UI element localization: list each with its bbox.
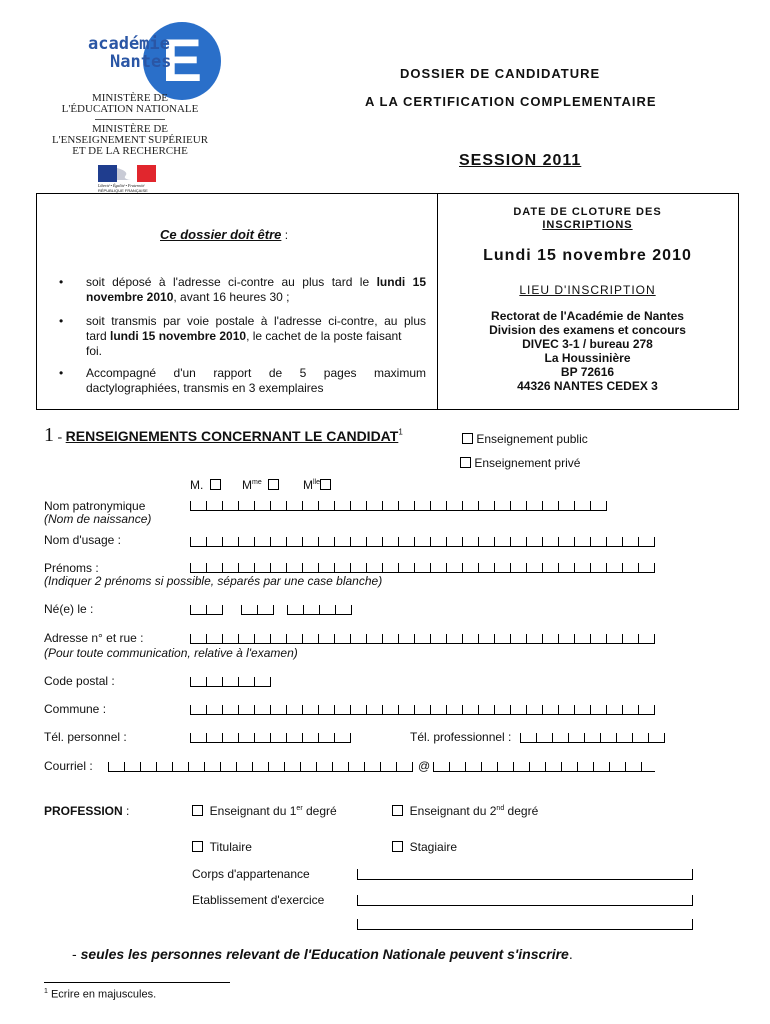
label-corps: Corps d'appartenance [192,867,310,881]
input-tel-perso[interactable] [190,733,351,743]
logo-letter: E [161,27,203,94]
checkbox[interactable] [192,841,203,852]
label-etablissement: Etablissement d'exercice [192,893,325,907]
label-commune: Commune : [44,702,107,716]
input-birth-day[interactable] [190,605,223,615]
label-adresse: Adresse n° et rue : [44,631,144,645]
label-nom: Nom patronymique [44,499,146,513]
section-1-heading: 1 - RENSEIGNEMENTS CONCERNANT LE CANDIDAT$^1$ [44,424,403,446]
dossier-instructions-title: Ce dossier doit être : [160,227,289,242]
label-courriel: Courriel : [44,759,93,773]
session-title: SESSION 2011 [459,152,582,169]
label-usage: Nom d'usage : [44,533,121,547]
hint-prenoms: (Indiquer 2 prénoms si possible, séparés par une case blanche) [44,574,383,588]
checkbox[interactable] [462,433,473,444]
civility-mme[interactable]: $M^{me}$ [242,478,279,492]
input-courriel-domain[interactable] [433,762,655,772]
republic-motto: Liberté • Égalité • Fraternité [98,183,145,188]
civility-m[interactable]: M. [190,478,221,492]
footnote-separator [44,982,230,983]
input-prenoms[interactable] [190,563,655,573]
input-corps[interactable] [357,869,693,880]
label-tel-perso: Tél. personnel : [44,730,127,744]
closing-date-value: Lundi 15 novembre 2010 [483,247,692,264]
option-titulaire[interactable]: Titulaire [192,840,252,854]
input-courriel-user[interactable] [108,762,413,772]
option-public[interactable]: Enseignement public [462,432,588,446]
input-nom[interactable] [190,501,607,511]
ministry-research: MINISTÈRE DE L'ENSEIGNEMENT SUPÉRIEUR ET DE LA RECHERCHE [51,123,209,157]
checkbox[interactable] [392,805,403,816]
hint-nom: (Nom de naissance) [44,512,152,526]
republic-label: RÉPUBLIQUE FRANÇAISE [98,188,148,193]
civility-mlle[interactable]: $M^{lle}$ [303,478,331,492]
registration-address: Rectorat de l'Académie de Nantes Division des examens et concours DIVEC 3-1 / bureau 278 La Houssinière BP 72616 44326 NANTES CEDEX 3 [489,309,686,393]
input-usage[interactable] [190,537,655,547]
eligibility-notice: - seules les personnes relevant de l'Education Nationale peuvent s'inscrire. [72,946,573,962]
label-code-postal: Code postal : [44,674,115,688]
instruction-item-1: • soit déposé à l'adresse ci-contre au plus tard le lundi 15 novembre 2010, avant 16 heures 30 ; [59,275,427,304]
input-etablissement-line2[interactable] [357,919,693,930]
checkbox[interactable] [268,479,279,490]
footnote: $^1$ Ecrire en majuscules. [44,988,157,1001]
checkbox[interactable] [320,479,331,490]
checkbox[interactable] [192,805,203,816]
option-prive[interactable]: Enseignement privé [460,456,580,470]
title-dossier: DOSSIER DE CANDIDATURE [400,66,601,81]
checkbox[interactable] [392,841,403,852]
logo-word-nantes: Nantes [110,52,172,72]
title-certification: A LA CERTIFICATION COMPLEMENTAIRE [365,94,657,109]
input-birth-year[interactable] [287,605,352,615]
checkbox[interactable] [460,457,471,468]
at-sign: @ [418,759,431,773]
label-tel-pro: Tél. professionnel : [410,730,512,744]
input-adresse[interactable] [190,634,655,644]
ministry-education: MINISTÈRE DE L'ÉDUCATION NATIONALE [61,92,199,115]
instruction-item-2: • soit transmis par voie postale à l'adresse ci-contre, au plus tard lundi 15 novembre 2010, le cachet de la poste faisant foi. [59,314,426,358]
option-enseignant-2nd[interactable]: Enseignant du 2nd degré [392,804,538,818]
logo-word-academie: académie [88,34,170,54]
option-stagiaire[interactable]: Stagiaire [392,840,457,854]
ministry-divider [95,119,165,120]
label-ne-le: Né(e) le : [44,602,94,616]
input-commune[interactable] [190,705,655,715]
hint-adresse: (Pour toute communication, relative à l'examen) [44,646,298,660]
option-enseignant-1er[interactable]: Enseignant du 1er degré [192,804,337,818]
label-prenoms: Prénoms : [44,561,99,575]
input-code-postal[interactable] [190,677,271,687]
input-birth-month[interactable] [241,605,274,615]
marianne-flag-logo [98,165,156,182]
label-profession: PROFESSION : [44,804,130,818]
input-etablissement[interactable] [357,895,693,906]
closing-date-label: DATE DE CLOTURE DES INSCRIPTIONS [513,206,662,231]
instruction-item-3: • Accompagné d'un rapport de 5 pages maximum dactylographiées, transmis en 3 exemplaires [59,366,426,395]
registration-place-label: LIEU D'INSCRIPTION [519,283,656,297]
checkbox[interactable] [210,479,221,490]
input-tel-pro[interactable] [520,733,665,743]
